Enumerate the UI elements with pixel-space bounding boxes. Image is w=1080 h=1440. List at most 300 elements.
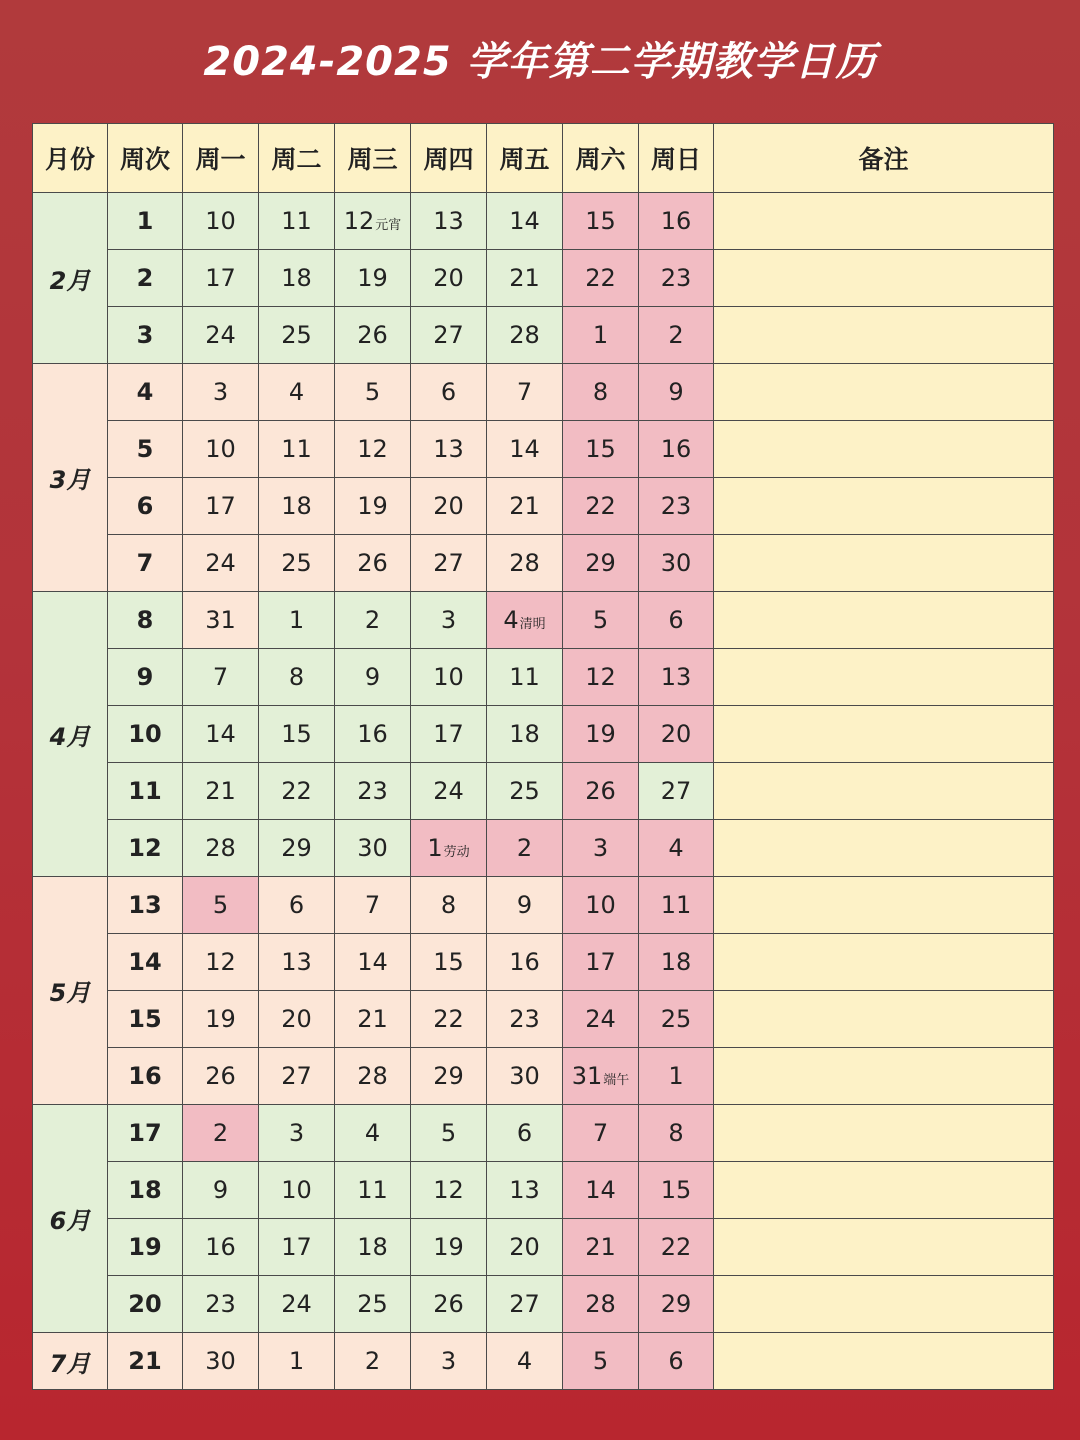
day-cell xyxy=(259,991,335,1048)
day-number: 20 xyxy=(433,264,464,292)
day-cell xyxy=(335,763,411,820)
day-number: 1 xyxy=(288,606,305,634)
day-cell xyxy=(639,1105,714,1162)
day-cell xyxy=(563,535,639,592)
day-number: 18 xyxy=(281,264,312,292)
day-number: 3 xyxy=(592,834,609,862)
day-number: 2 xyxy=(516,834,533,862)
day-number: 23 xyxy=(205,1290,236,1318)
day-number: 27 xyxy=(433,549,464,577)
day-number: 18 xyxy=(281,492,312,520)
week-number: 3 xyxy=(108,307,183,364)
notes-cell[interactable] xyxy=(714,592,1054,649)
day-number: 30 xyxy=(509,1062,540,1090)
day-number: 23 xyxy=(660,264,692,292)
day-cell xyxy=(487,1276,563,1333)
day-number: 21 xyxy=(585,1233,616,1261)
day-cell xyxy=(639,592,714,649)
day-number: 10 xyxy=(585,891,616,919)
day-number: 16 xyxy=(509,948,540,976)
day-number: 2 xyxy=(364,1347,381,1375)
day-cell xyxy=(335,1105,411,1162)
day-cell xyxy=(639,250,714,307)
week-row xyxy=(33,1219,1054,1276)
notes-cell[interactable] xyxy=(714,763,1054,820)
day-number: 18 xyxy=(509,720,540,748)
day-number: 25 xyxy=(660,1005,692,1033)
day-cell xyxy=(183,1162,259,1219)
day-cell xyxy=(335,706,411,763)
day-number: 24 xyxy=(205,549,236,577)
holiday-label: 清明 xyxy=(519,617,546,632)
day-number: 9 xyxy=(364,663,381,691)
day-cell xyxy=(563,763,639,820)
day-number: 26 xyxy=(357,321,388,349)
day-number: 9 xyxy=(212,1176,229,1204)
day-number: 5 xyxy=(212,891,229,919)
day-number: 24 xyxy=(585,1005,616,1033)
week-number: 4 xyxy=(108,364,183,421)
day-cell xyxy=(183,1276,259,1333)
day-cell xyxy=(411,421,487,478)
week-number: 1 xyxy=(108,193,183,250)
day-number: 18 xyxy=(660,948,692,976)
day-cell xyxy=(563,250,639,307)
week-number: 8 xyxy=(108,592,183,649)
day-number: 16 xyxy=(205,1233,236,1261)
col-header-thu: 周四 xyxy=(411,124,487,193)
col-header-tue: 周二 xyxy=(259,124,335,193)
week-number: 9 xyxy=(108,649,183,706)
day-number: 19 xyxy=(205,1005,236,1033)
day-cell xyxy=(411,934,487,991)
week-row xyxy=(33,1105,1054,1162)
day-cell xyxy=(411,1162,487,1219)
day-number: 28 xyxy=(509,321,540,349)
day-cell xyxy=(487,364,563,421)
day-cell xyxy=(563,877,639,934)
col-header-week: 周次 xyxy=(108,124,183,193)
day-number: 1 xyxy=(427,834,443,862)
col-header-mon: 周一 xyxy=(183,124,259,193)
day-number: 27 xyxy=(509,1290,540,1318)
day-number: 25 xyxy=(509,777,540,805)
day-number: 5 xyxy=(592,1347,609,1375)
day-cell xyxy=(411,991,487,1048)
notes-cell[interactable] xyxy=(714,934,1054,991)
day-number: 24 xyxy=(281,1290,312,1318)
week-row xyxy=(33,706,1054,763)
day-number: 27 xyxy=(660,777,692,805)
holiday-label: 端午 xyxy=(603,1073,630,1088)
day-cell xyxy=(335,934,411,991)
notes-cell[interactable] xyxy=(714,421,1054,478)
day-cell xyxy=(183,421,259,478)
day-cell xyxy=(259,592,335,649)
day-cell xyxy=(563,820,639,877)
col-header-sun: 周日 xyxy=(639,124,714,193)
day-number: 14 xyxy=(509,435,540,463)
day-cell xyxy=(563,1276,639,1333)
day-number: 23 xyxy=(357,777,388,805)
day-number: 14 xyxy=(509,207,540,235)
day-number: 6 xyxy=(668,1347,684,1375)
day-number: 2 xyxy=(212,1119,229,1147)
day-cell xyxy=(411,478,487,535)
week-row xyxy=(33,592,1054,649)
day-cell xyxy=(335,1276,411,1333)
day-cell xyxy=(487,820,563,877)
week-number: 20 xyxy=(108,1276,183,1333)
notes-cell[interactable] xyxy=(714,820,1054,877)
day-number: 24 xyxy=(433,777,464,805)
col-header-notes: 备注 xyxy=(714,124,1054,193)
day-cell xyxy=(335,1162,411,1219)
day-cell xyxy=(183,763,259,820)
day-number: 19 xyxy=(357,264,388,292)
day-number: 12 xyxy=(357,435,388,463)
day-number: 6 xyxy=(668,606,684,634)
week-number: 11 xyxy=(108,763,183,820)
day-number: 15 xyxy=(585,435,616,463)
day-cell xyxy=(183,1219,259,1276)
day-cell xyxy=(639,1276,714,1333)
week-row xyxy=(33,307,1054,364)
day-number: 29 xyxy=(660,1290,692,1318)
day-number: 7 xyxy=(592,1119,609,1147)
day-number: 22 xyxy=(585,492,616,520)
day-number: 3 xyxy=(288,1119,305,1147)
holiday-label: 劳动 xyxy=(443,845,470,860)
day-number: 20 xyxy=(433,492,464,520)
col-header-fri: 周五 xyxy=(487,124,563,193)
day-cell xyxy=(259,1162,335,1219)
day-number: 5 xyxy=(592,606,609,634)
month-cell: 5月 xyxy=(33,877,108,1105)
day-cell xyxy=(563,706,639,763)
calendar-table xyxy=(32,123,1054,1390)
day-cell xyxy=(259,1219,335,1276)
day-cell xyxy=(487,649,563,706)
day-cell xyxy=(183,592,259,649)
day-cell xyxy=(487,1162,563,1219)
day-number: 9 xyxy=(668,378,684,406)
notes-cell[interactable] xyxy=(714,1048,1054,1105)
day-number: 20 xyxy=(509,1233,540,1261)
notes-cell[interactable] xyxy=(714,1333,1054,1390)
day-number: 9 xyxy=(516,891,533,919)
day-number: 7 xyxy=(212,663,229,691)
day-cell xyxy=(411,1105,487,1162)
day-cell xyxy=(563,193,639,250)
day-cell xyxy=(639,820,714,877)
day-number: 28 xyxy=(357,1062,388,1090)
day-cell xyxy=(411,649,487,706)
day-number: 16 xyxy=(660,435,692,463)
day-number: 6 xyxy=(516,1119,533,1147)
day-number: 4 xyxy=(288,378,305,406)
day-cell xyxy=(639,307,714,364)
day-cell xyxy=(639,535,714,592)
week-row xyxy=(33,535,1054,592)
day-number: 21 xyxy=(357,1005,388,1033)
day-cell xyxy=(183,877,259,934)
day-number: 3 xyxy=(212,378,229,406)
notes-cell[interactable] xyxy=(714,991,1054,1048)
day-cell xyxy=(487,934,563,991)
day-number: 17 xyxy=(205,264,236,292)
day-cell xyxy=(259,193,335,250)
notes-cell[interactable] xyxy=(714,250,1054,307)
day-cell xyxy=(335,421,411,478)
day-cell xyxy=(411,193,487,250)
day-number: 30 xyxy=(357,834,388,862)
day-number: 16 xyxy=(357,720,388,748)
day-cell xyxy=(639,364,714,421)
month-cell: 6月 xyxy=(33,1105,108,1333)
day-number: 5 xyxy=(440,1119,457,1147)
day-number: 23 xyxy=(509,1005,540,1033)
holiday-label: 元宵 xyxy=(375,218,402,233)
day-number: 21 xyxy=(205,777,236,805)
day-number: 6 xyxy=(440,378,457,406)
day-cell xyxy=(487,706,563,763)
day-cell xyxy=(183,1105,259,1162)
day-cell xyxy=(639,1162,714,1219)
day-cell xyxy=(639,193,714,250)
day-cell xyxy=(411,877,487,934)
week-number: 21 xyxy=(108,1333,183,1390)
day-cell xyxy=(487,250,563,307)
day-number: 23 xyxy=(660,492,692,520)
day-cell xyxy=(259,1048,335,1105)
week-row xyxy=(33,1162,1054,1219)
day-number: 29 xyxy=(281,834,312,862)
day-number: 13 xyxy=(433,207,464,235)
day-number: 11 xyxy=(509,663,540,691)
day-number: 19 xyxy=(357,492,388,520)
calendar-body xyxy=(33,193,1054,1390)
day-number: 3 xyxy=(440,1347,457,1375)
notes-cell[interactable] xyxy=(714,1105,1054,1162)
day-cell xyxy=(411,706,487,763)
day-cell xyxy=(335,478,411,535)
day-number: 22 xyxy=(281,777,312,805)
month-cell: 7月 xyxy=(33,1333,108,1390)
notes-cell[interactable] xyxy=(714,364,1054,421)
day-cell xyxy=(259,1276,335,1333)
day-cell xyxy=(487,1219,563,1276)
day-number: 13 xyxy=(509,1176,540,1204)
day-cell xyxy=(411,820,487,877)
day-cell xyxy=(259,649,335,706)
day-cell xyxy=(183,820,259,877)
notes-cell[interactable] xyxy=(714,478,1054,535)
day-number: 10 xyxy=(433,663,464,691)
day-cell xyxy=(183,1333,259,1390)
day-cell xyxy=(335,592,411,649)
week-row xyxy=(33,1276,1054,1333)
day-number: 13 xyxy=(281,948,312,976)
day-number: 5 xyxy=(364,378,381,406)
day-number: 12 xyxy=(343,207,375,235)
day-number: 8 xyxy=(440,891,457,919)
day-cell xyxy=(563,1048,639,1105)
day-number: 22 xyxy=(433,1005,464,1033)
day-number: 29 xyxy=(585,549,616,577)
week-row xyxy=(33,193,1054,250)
day-cell xyxy=(487,877,563,934)
week-row xyxy=(33,250,1054,307)
day-cell xyxy=(183,1048,259,1105)
notes-cell[interactable] xyxy=(714,535,1054,592)
day-cell xyxy=(563,364,639,421)
month-cell: 4月 xyxy=(33,592,108,877)
day-cell xyxy=(411,763,487,820)
day-number: 28 xyxy=(585,1290,616,1318)
week-row xyxy=(33,763,1054,820)
day-cell xyxy=(259,934,335,991)
day-number: 10 xyxy=(205,207,236,235)
day-cell xyxy=(411,364,487,421)
day-cell xyxy=(335,535,411,592)
day-cell xyxy=(259,364,335,421)
day-number: 1 xyxy=(592,321,609,349)
day-cell xyxy=(259,1105,335,1162)
notes-cell[interactable] xyxy=(714,1276,1054,1333)
day-cell xyxy=(639,649,714,706)
day-cell xyxy=(259,421,335,478)
day-number: 4 xyxy=(364,1119,381,1147)
col-header-sat: 周六 xyxy=(563,124,639,193)
day-cell xyxy=(487,592,563,649)
day-cell xyxy=(639,1219,714,1276)
day-cell xyxy=(411,1333,487,1390)
day-number: 10 xyxy=(205,435,236,463)
day-cell xyxy=(411,307,487,364)
day-number: 18 xyxy=(357,1233,388,1261)
day-number: 24 xyxy=(205,321,236,349)
day-number: 30 xyxy=(205,1347,236,1375)
day-cell xyxy=(639,877,714,934)
month-cell: 2月 xyxy=(33,193,108,364)
day-number: 19 xyxy=(433,1233,464,1261)
day-cell xyxy=(487,193,563,250)
day-number: 25 xyxy=(281,549,312,577)
notes-cell[interactable] xyxy=(714,649,1054,706)
week-row xyxy=(33,364,1054,421)
day-cell xyxy=(183,991,259,1048)
day-cell xyxy=(563,649,639,706)
day-cell xyxy=(563,307,639,364)
notes-cell[interactable] xyxy=(714,1162,1054,1219)
week-row xyxy=(33,478,1054,535)
day-cell xyxy=(259,535,335,592)
week-row xyxy=(33,649,1054,706)
notes-cell[interactable] xyxy=(714,1219,1054,1276)
day-number: 26 xyxy=(205,1062,236,1090)
day-number: 14 xyxy=(585,1176,616,1204)
day-number: 13 xyxy=(433,435,464,463)
day-cell xyxy=(183,307,259,364)
day-cell xyxy=(335,193,411,250)
day-number: 12 xyxy=(585,663,616,691)
day-cell xyxy=(259,877,335,934)
notes-cell[interactable] xyxy=(714,706,1054,763)
day-number: 8 xyxy=(592,378,609,406)
day-number: 22 xyxy=(585,264,616,292)
day-cell xyxy=(487,991,563,1048)
day-cell xyxy=(259,1333,335,1390)
day-number: 15 xyxy=(281,720,312,748)
day-number: 4 xyxy=(668,834,684,862)
day-cell xyxy=(487,1048,563,1105)
day-cell xyxy=(563,1219,639,1276)
day-number: 17 xyxy=(585,948,616,976)
day-number: 10 xyxy=(281,1176,312,1204)
day-number: 27 xyxy=(433,321,464,349)
day-number: 29 xyxy=(433,1062,464,1090)
day-number: 31 xyxy=(205,606,236,634)
day-cell xyxy=(259,307,335,364)
day-cell xyxy=(411,535,487,592)
week-number: 7 xyxy=(108,535,183,592)
week-row xyxy=(33,877,1054,934)
day-number: 11 xyxy=(281,435,312,463)
day-number: 15 xyxy=(585,207,616,235)
day-cell xyxy=(411,250,487,307)
notes-cell[interactable] xyxy=(714,307,1054,364)
day-cell xyxy=(639,1048,714,1105)
day-cell xyxy=(487,478,563,535)
week-row xyxy=(33,1048,1054,1105)
day-number: 4 xyxy=(516,1347,533,1375)
day-cell xyxy=(639,1333,714,1390)
day-number: 19 xyxy=(585,720,616,748)
day-cell xyxy=(563,991,639,1048)
day-number: 25 xyxy=(281,321,312,349)
day-number: 28 xyxy=(509,549,540,577)
day-cell xyxy=(563,1333,639,1390)
day-cell xyxy=(563,478,639,535)
day-number: 20 xyxy=(660,720,692,748)
col-header-wed: 周三 xyxy=(335,124,411,193)
month-cell: 3月 xyxy=(33,364,108,592)
day-cell xyxy=(411,1048,487,1105)
week-number: 13 xyxy=(108,877,183,934)
day-cell xyxy=(183,535,259,592)
notes-cell[interactable] xyxy=(714,877,1054,934)
day-number: 7 xyxy=(364,891,381,919)
day-number: 7 xyxy=(516,378,533,406)
day-cell xyxy=(639,763,714,820)
notes-cell[interactable] xyxy=(714,193,1054,250)
day-cell xyxy=(639,478,714,535)
day-cell xyxy=(335,820,411,877)
day-number: 12 xyxy=(433,1176,464,1204)
day-cell xyxy=(639,934,714,991)
day-cell xyxy=(411,592,487,649)
week-number: 14 xyxy=(108,934,183,991)
day-cell xyxy=(335,250,411,307)
day-cell xyxy=(259,250,335,307)
week-number: 18 xyxy=(108,1162,183,1219)
week-number: 10 xyxy=(108,706,183,763)
day-number: 21 xyxy=(509,264,540,292)
day-number: 17 xyxy=(281,1233,312,1261)
day-cell xyxy=(183,934,259,991)
day-cell xyxy=(335,649,411,706)
